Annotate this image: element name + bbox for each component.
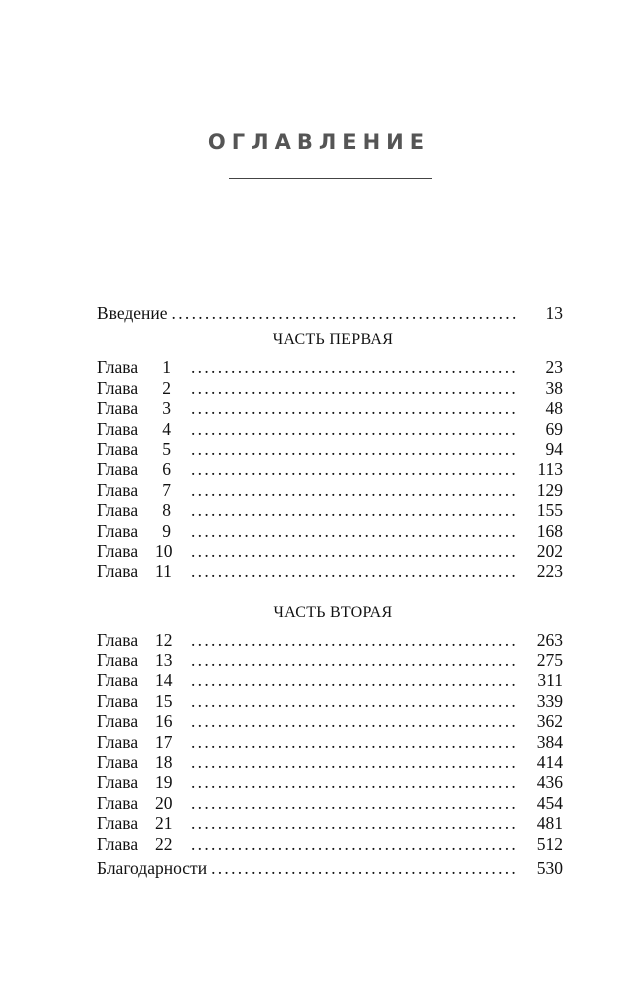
chapter-word: Глава xyxy=(97,629,139,650)
toc-entry-page: 384 xyxy=(536,731,563,752)
chapter-word: Глава xyxy=(97,377,139,398)
toc-entry-chapter[interactable] xyxy=(97,480,563,500)
chapter-word: Глава xyxy=(97,792,139,813)
toc-entry-chapter[interactable] xyxy=(97,398,563,418)
chapter-number: 15 xyxy=(155,690,173,711)
toc-entry-chapter[interactable] xyxy=(97,561,563,581)
dot-leader xyxy=(191,357,519,377)
chapter-word: Глава xyxy=(97,438,139,459)
toc-entry-chapter[interactable] xyxy=(97,834,563,854)
chapter-number: 11 xyxy=(155,561,172,582)
chapter-number: 20 xyxy=(155,792,173,813)
chapter-word: Глава xyxy=(97,833,139,854)
toc-entry-chapter[interactable] xyxy=(97,711,563,731)
chapter-number: 6 xyxy=(162,459,171,480)
chapter-number: 19 xyxy=(155,772,173,793)
toc-entry-chapter[interactable] xyxy=(97,813,563,833)
toc-entry-chapter[interactable] xyxy=(97,459,563,479)
dot-leader xyxy=(191,670,519,690)
chapter-number: 18 xyxy=(155,752,173,773)
toc-entry-page: 38 xyxy=(545,377,563,398)
chapter-number: 22 xyxy=(155,833,173,854)
chapter-word: Глава xyxy=(97,813,139,834)
chapter-word: Глава xyxy=(97,752,139,773)
toc-entry-page: 481 xyxy=(536,813,563,834)
dot-leader xyxy=(191,541,519,561)
dot-leader xyxy=(191,752,519,772)
dot-leader xyxy=(191,398,519,418)
toc-entry-page: 69 xyxy=(545,418,563,439)
chapter-number: 14 xyxy=(155,670,173,691)
toc-entry-page: 339 xyxy=(536,690,563,711)
toc-entry-page: 129 xyxy=(536,479,563,500)
toc-entry-page: 94 xyxy=(545,438,563,459)
dot-leader xyxy=(191,521,519,541)
toc-entry-page: 436 xyxy=(536,772,563,793)
toc-entry-acknowledgements[interactable] xyxy=(97,858,563,878)
dot-leader xyxy=(191,793,519,813)
toc-entry-chapter[interactable] xyxy=(97,521,563,541)
toc-entry-page: 155 xyxy=(536,500,563,521)
chapter-number: 2 xyxy=(162,377,171,398)
toc-entry-chapter[interactable] xyxy=(97,650,563,670)
chapter-word: Глава xyxy=(97,711,139,732)
chapter-word: Глава xyxy=(97,357,139,378)
toc-entry-page: 454 xyxy=(536,792,563,813)
toc-entry-chapter[interactable] xyxy=(97,793,563,813)
toc-entry-page: 168 xyxy=(536,520,563,541)
dot-leader xyxy=(191,772,519,792)
toc-entry-chapter[interactable] xyxy=(97,670,563,690)
page-title: ОГЛАВЛЕНИЕ xyxy=(207,130,431,154)
chapter-number: 9 xyxy=(162,520,171,541)
toc-entry-chapter[interactable] xyxy=(97,772,563,792)
dot-leader xyxy=(191,378,519,398)
chapter-word: Глава xyxy=(97,479,139,500)
toc-entry-chapter[interactable] xyxy=(97,439,563,459)
toc-entry-chapter[interactable] xyxy=(97,378,563,398)
chapter-word: Глава xyxy=(97,731,139,752)
part-two-title: ЧАСТЬ ВТОРАЯ xyxy=(273,603,393,621)
toc-entry-chapter[interactable] xyxy=(97,732,563,752)
chapter-word: Глава xyxy=(97,690,139,711)
toc-entry-chapter[interactable] xyxy=(97,357,563,377)
part-two-chapters xyxy=(97,630,563,854)
toc-entry-label: Благодарности xyxy=(97,857,208,878)
toc-entry-page: 311 xyxy=(537,670,563,691)
dot-leader xyxy=(191,732,519,752)
toc-entry-page: 202 xyxy=(536,540,563,561)
chapter-word: Глава xyxy=(97,670,139,691)
dot-leader xyxy=(191,630,519,650)
toc-entry-page: 263 xyxy=(536,629,563,650)
dot-leader xyxy=(191,561,519,581)
chapter-word: Глава xyxy=(97,520,139,541)
part-one-title: ЧАСТЬ ПЕРВАЯ xyxy=(272,331,394,349)
toc-entry-page: 512 xyxy=(536,833,563,854)
toc-entry-chapter[interactable] xyxy=(97,691,563,711)
chapter-number: 10 xyxy=(155,540,173,561)
chapter-word: Глава xyxy=(97,561,139,582)
dot-leader xyxy=(172,303,519,323)
chapter-number: 7 xyxy=(162,479,171,500)
title-rule xyxy=(229,178,432,179)
part-one-chapters xyxy=(97,357,563,581)
chapter-number: 1 xyxy=(162,357,171,378)
table-of-contents xyxy=(97,303,563,878)
toc-entry-intro[interactable] xyxy=(97,303,563,323)
chapter-word: Глава xyxy=(97,650,139,671)
dot-leader xyxy=(191,650,519,670)
chapter-number: 17 xyxy=(155,731,173,752)
toc-entry-page: 23 xyxy=(545,357,563,378)
dot-leader xyxy=(191,500,519,520)
toc-entry-page: 13 xyxy=(545,303,563,323)
chapter-word: Глава xyxy=(97,500,139,521)
toc-entry-page: 113 xyxy=(537,459,563,480)
toc-entry-page: 275 xyxy=(536,650,563,671)
dot-leader xyxy=(191,419,519,439)
toc-entry-label: Введение xyxy=(97,303,168,323)
toc-entry-chapter[interactable] xyxy=(97,419,563,439)
toc-entry-chapter[interactable] xyxy=(97,541,563,561)
dot-leader xyxy=(191,711,519,731)
chapter-word: Глава xyxy=(97,459,139,480)
chapter-number: 4 xyxy=(162,418,171,439)
chapter-number: 16 xyxy=(155,711,173,732)
dot-leader xyxy=(211,858,519,878)
chapter-word: Глава xyxy=(97,418,139,439)
chapter-word: Глава xyxy=(97,540,139,561)
chapter-number: 8 xyxy=(162,500,171,521)
toc-entry-page: 362 xyxy=(536,711,563,732)
toc-entry-chapter[interactable] xyxy=(97,500,563,520)
chapter-number: 21 xyxy=(155,813,173,834)
chapter-word: Глава xyxy=(97,398,139,419)
chapter-number: 12 xyxy=(155,629,173,650)
chapter-number: 3 xyxy=(162,398,171,419)
toc-entry-page: 48 xyxy=(545,398,563,419)
dot-leader xyxy=(191,459,519,479)
dot-leader xyxy=(191,691,519,711)
chapter-word: Глава xyxy=(97,772,139,793)
dot-leader xyxy=(191,439,519,459)
dot-leader xyxy=(191,834,519,854)
chapter-number: 5 xyxy=(162,438,171,459)
toc-entry-chapter[interactable] xyxy=(97,752,563,772)
toc-entry-chapter[interactable] xyxy=(97,630,563,650)
dot-leader xyxy=(191,813,519,833)
toc-entry-page: 414 xyxy=(536,752,563,773)
toc-entry-page: 223 xyxy=(536,561,563,582)
dot-leader xyxy=(191,480,519,500)
toc-entry-page: 530 xyxy=(536,857,563,878)
chapter-number: 13 xyxy=(155,650,173,671)
